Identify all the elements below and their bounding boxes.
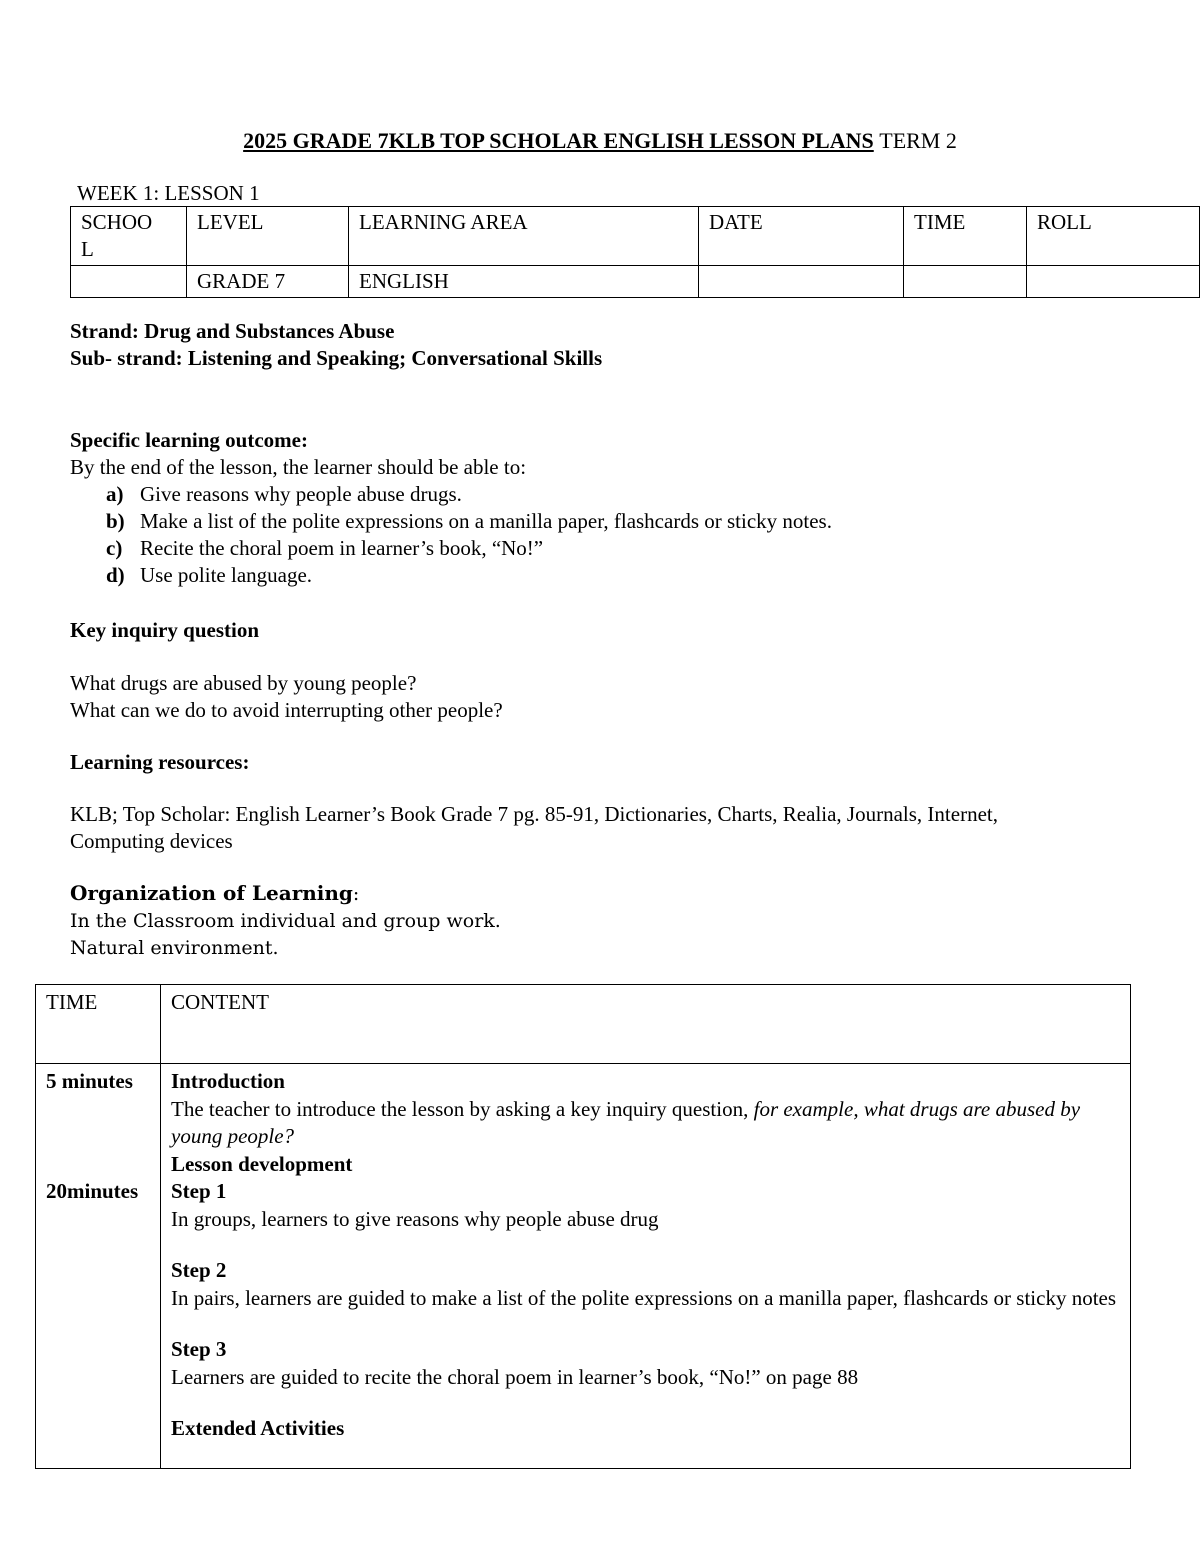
inquiry-heading: Key inquiry question	[70, 618, 260, 642]
step3-text: Learners are guided to recite the choral poem in learner’s book, “No!” on page 88	[171, 1364, 859, 1389]
header-cell-time: TIME	[904, 207, 1027, 266]
outcomes-heading: Specific learning outcome:	[70, 428, 308, 452]
header-cell-level: LEVEL	[187, 207, 349, 266]
list-item: b) Make a list of the polite expressions on a manilla paper, flashcards or sticky notes.	[106, 509, 832, 533]
time-20-minutes: 20minutes	[46, 1179, 139, 1203]
strand-text: Strand: Drug and Substances Abuse	[70, 319, 395, 343]
step2-text: In pairs, learners are guided to make a list of the polite expressions on a manilla paper, flashcards or sticky notes	[171, 1285, 1117, 1310]
dev-heading: Lesson development	[171, 1151, 353, 1176]
step1-text: In groups, learners to give reasons why people abuse drug	[171, 1206, 659, 1231]
step2-heading: Step 2	[171, 1258, 227, 1282]
value-cell-date	[699, 266, 904, 298]
value-cell-school	[71, 266, 187, 298]
lesson-time-column	[36, 1064, 161, 1469]
step3-heading: Step 3	[171, 1337, 227, 1361]
header-cell-date: DATE	[699, 207, 904, 266]
header-cell-school: SCHOO L	[71, 207, 187, 266]
week-label: WEEK 1: LESSON 1	[77, 181, 260, 205]
inquiry-questions	[70, 670, 503, 724]
lesson-header-content: CONTENT	[161, 985, 1131, 1064]
header-cell-learning-area: LEARNING AREA	[349, 207, 699, 266]
inquiry-question-1: What drugs are abused by young people?	[70, 671, 417, 695]
extended-heading: Extended Activities	[171, 1416, 345, 1440]
title-term: TERM 2	[879, 128, 957, 153]
value-cell-learning-area: ENGLISH	[349, 266, 699, 298]
organization-line-2: Natural environment.	[70, 937, 279, 959]
list-item: c) Recite the choral poem in learner’s book, “No!”	[106, 536, 544, 560]
value-cell-roll	[1027, 266, 1200, 298]
organization-line-1: In the Classroom individual and group work.	[70, 910, 501, 932]
outcomes-section	[70, 427, 832, 589]
header-cell-roll: ROLL	[1027, 207, 1200, 266]
resources-heading: Learning resources:	[70, 750, 250, 774]
intro-heading: Introduction	[171, 1069, 285, 1093]
inquiry-question-2: What can we do to avoid interrupting other people?	[70, 698, 503, 722]
organization-heading: Organization of Learning	[70, 881, 353, 905]
header-table	[70, 206, 1200, 298]
lesson-content-column	[161, 1064, 1131, 1469]
lesson-table	[35, 984, 1131, 1469]
title-main: 2025 GRADE 7KLB TOP SCHOLAR ENGLISH LESSON PLANS	[243, 128, 874, 153]
intro-text: The teacher to introduce the lesson by asking a key inquiry question, for example, what drugs are abused by young people?	[171, 1096, 1081, 1148]
outcomes-intro: By the end of the lesson, the learner should be able to:	[70, 455, 527, 479]
list-item: d) Use polite language.	[106, 563, 313, 587]
lesson-header-time: TIME	[36, 985, 161, 1064]
value-cell-time	[904, 266, 1027, 298]
list-item: a) Give reasons why people abuse drugs.	[106, 482, 462, 506]
resources-text: KLB; Top Scholar: English Learner’s Book Grade 7 pg. 85-91, Dictionaries, Charts, Realia, Journals, Internet, Computing devices	[70, 802, 998, 853]
step1-heading: Step 1	[171, 1179, 227, 1203]
value-cell-level: GRADE 7	[187, 266, 349, 298]
time-5-minutes: 5 minutes	[46, 1069, 133, 1093]
document-title	[0, 128, 1200, 154]
organization-section: Organization of Learning: In the Classroom individual and group work. Natural environment.	[70, 880, 501, 962]
strand-section	[70, 318, 602, 372]
outcomes-list	[70, 481, 832, 589]
substrand-text: Sub- strand: Listening and Speaking; Conversational Skills	[70, 346, 603, 370]
